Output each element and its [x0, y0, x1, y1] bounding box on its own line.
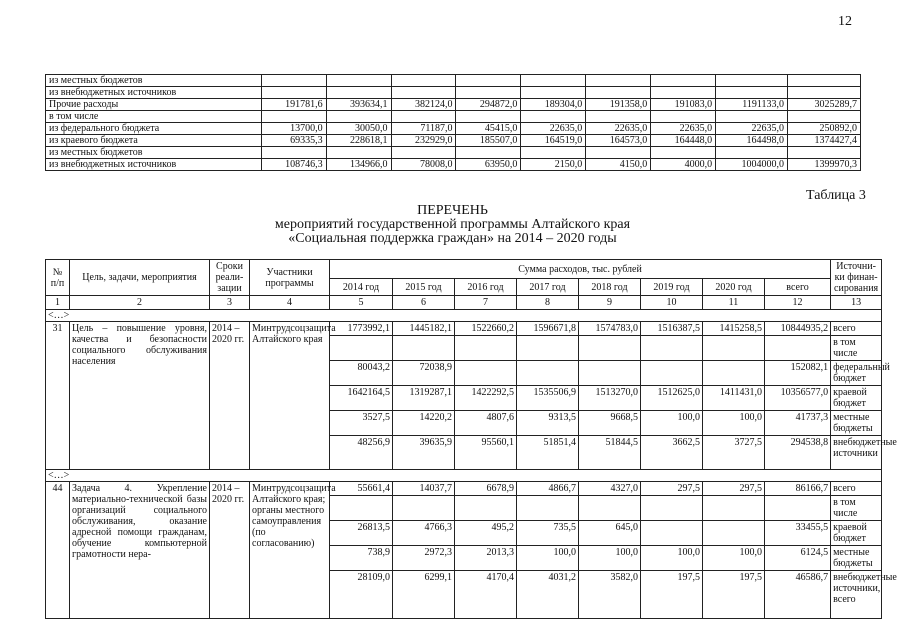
cell-value: 164448,0	[651, 135, 716, 147]
cell-value	[651, 147, 716, 159]
cell-value: 197,5	[703, 571, 765, 619]
ellipsis: <…>	[46, 470, 882, 482]
measure-participants: Минтрудсоцзащита Алтайского края	[250, 322, 330, 470]
cell-value	[579, 496, 641, 521]
cell-value	[586, 111, 651, 123]
funding-source: в том числе	[831, 336, 882, 361]
cell-value: 13700,0	[261, 123, 326, 135]
cell-value	[703, 336, 765, 361]
cell-value: 1191133,0	[716, 99, 788, 111]
cell-value: 80043,2	[330, 361, 393, 386]
header-goal: Цель, задачи, мероприятия	[70, 260, 210, 296]
column-number: 2	[70, 296, 210, 310]
row-number: 31	[46, 322, 70, 470]
column-number: 7	[455, 296, 517, 310]
table-row	[46, 123, 861, 135]
table-row	[46, 482, 882, 496]
cell-value	[765, 336, 831, 361]
cell-value: 41737,3	[765, 411, 831, 436]
cell-value: 189304,0	[521, 99, 586, 111]
cell-value: 46586,7	[765, 571, 831, 619]
cell-value	[788, 75, 861, 87]
cell-value: 164519,0	[521, 135, 586, 147]
cell-value	[393, 496, 455, 521]
cell-value	[330, 336, 393, 361]
cell-value	[456, 111, 521, 123]
cell-value: 51851,4	[517, 436, 579, 470]
header-year: всего	[765, 279, 831, 296]
cell-value: 1411431,0	[703, 386, 765, 411]
cell-value: 100,0	[579, 546, 641, 571]
column-number: 12	[765, 296, 831, 310]
cell-value: 294538,8	[765, 436, 831, 470]
cell-value: 3527,5	[330, 411, 393, 436]
cell-value	[788, 111, 861, 123]
column-number: 5	[330, 296, 393, 310]
cell-value	[641, 361, 703, 386]
funding-source: краевой бюджет	[831, 386, 882, 411]
cell-value	[391, 87, 456, 99]
cell-value: 6299,1	[393, 571, 455, 619]
cell-value: 2972,3	[393, 546, 455, 571]
cell-value: 10844935,2	[765, 322, 831, 336]
cell-value: 1004000,0	[716, 159, 788, 171]
cell-value: 78008,0	[391, 159, 456, 171]
row-number: 44	[46, 482, 70, 619]
cell-value: 6678,9	[455, 482, 517, 496]
cell-value	[517, 336, 579, 361]
cell-value	[391, 75, 456, 87]
cell-value: 71187,0	[391, 123, 456, 135]
cell-value	[703, 521, 765, 546]
cell-value	[391, 147, 456, 159]
cell-value: 22635,0	[586, 123, 651, 135]
cell-value: 738,9	[330, 546, 393, 571]
cell-value: 100,0	[517, 546, 579, 571]
header-num: № п/п	[46, 260, 70, 296]
cell-value	[579, 361, 641, 386]
ellipsis-row	[46, 470, 882, 482]
cell-value: 495,2	[455, 521, 517, 546]
cell-value	[521, 75, 586, 87]
funding-source: федеральный бюджет	[831, 361, 882, 386]
header-year: 2019 год	[641, 279, 703, 296]
header-year: 2017 год	[517, 279, 579, 296]
table-label: Таблица 3	[806, 188, 866, 203]
column-number: 3	[210, 296, 250, 310]
column-number: 6	[393, 296, 455, 310]
measure-participants: Минтрудсоцзащита Алтайского края; органы местного самоуправления (по согласованию)	[250, 482, 330, 619]
cell-value: 1512625,0	[641, 386, 703, 411]
cell-value: 1642164,5	[330, 386, 393, 411]
cell-value: 191358,0	[586, 99, 651, 111]
cell-value: 1399970,3	[788, 159, 861, 171]
cell-value	[586, 75, 651, 87]
row-label: Прочие расходы	[46, 99, 262, 111]
table-row	[46, 111, 861, 123]
header-term: Сроки реали-зации	[210, 260, 250, 296]
cell-value: 14220,2	[393, 411, 455, 436]
cell-value: 294872,0	[456, 99, 521, 111]
table-row	[46, 87, 861, 99]
cell-value	[326, 87, 391, 99]
doc-title: ПЕРЕЧЕНЬ	[417, 203, 488, 218]
cell-value: 55661,4	[330, 482, 393, 496]
cell-value: 2150,0	[521, 159, 586, 171]
header-year: 2020 год	[703, 279, 765, 296]
cell-value: 4000,0	[651, 159, 716, 171]
cell-value: 1522660,2	[455, 322, 517, 336]
table-row	[46, 99, 861, 111]
cell-value: 152082,1	[765, 361, 831, 386]
cell-value: 9313,5	[517, 411, 579, 436]
cell-value	[788, 147, 861, 159]
cell-value: 382124,0	[391, 99, 456, 111]
cell-value	[651, 87, 716, 99]
cell-value: 26813,5	[330, 521, 393, 546]
cell-value: 393634,1	[326, 99, 391, 111]
cell-value	[326, 111, 391, 123]
cell-value	[641, 496, 703, 521]
cell-value: 69335,3	[261, 135, 326, 147]
header-sources: Источни-ки финан-сирования	[831, 260, 882, 296]
measure-term: 2014 – 2020 гг.	[210, 482, 250, 619]
cell-value	[521, 87, 586, 99]
funding-source: внебюджетные источники, всего	[831, 571, 882, 619]
cell-value	[586, 87, 651, 99]
cell-value: 1773992,1	[330, 322, 393, 336]
cell-value	[703, 361, 765, 386]
header-sum: Сумма расходов, тыс. рублей	[330, 260, 831, 279]
funding-source: местные бюджеты	[831, 546, 882, 571]
cell-value	[651, 75, 716, 87]
table-row	[46, 75, 861, 87]
cell-value	[765, 496, 831, 521]
cell-value: 4807,6	[455, 411, 517, 436]
cell-value: 72038,9	[393, 361, 455, 386]
funding-source: местные бюджеты	[831, 411, 882, 436]
cell-value: 185507,0	[456, 135, 521, 147]
cell-value: 4031,2	[517, 571, 579, 619]
cell-value	[716, 111, 788, 123]
header-year: 2015 год	[393, 279, 455, 296]
page-number: 12	[838, 14, 852, 29]
cell-value	[521, 147, 586, 159]
cell-value: 1596671,8	[517, 322, 579, 336]
cell-value: 33455,5	[765, 521, 831, 546]
cell-value: 4170,4	[455, 571, 517, 619]
cell-value	[586, 147, 651, 159]
measure-goal: Цель – повышение уровня, качества и безопасности социального обслуживания населения	[70, 322, 210, 470]
cell-value: 3662,5	[641, 436, 703, 470]
cell-value: 30050,0	[326, 123, 391, 135]
measure-goal: Задача 4. Укрепление материально-технической базы организаций социального обслуживания, оказание адресной помощи гражданам, обучение компьютерной грамотности нера-	[70, 482, 210, 619]
row-label: из внебюджетных источников	[46, 87, 262, 99]
cell-value	[261, 87, 326, 99]
cell-value	[455, 336, 517, 361]
table-row	[46, 147, 861, 159]
cell-value: 164573,0	[586, 135, 651, 147]
ellipsis: <…>	[46, 310, 882, 322]
header-year: 2016 год	[455, 279, 517, 296]
cell-value: 4327,0	[579, 482, 641, 496]
cell-value: 9668,5	[579, 411, 641, 436]
row-label: из местных бюджетов	[46, 147, 262, 159]
funding-source: краевой бюджет	[831, 521, 882, 546]
cell-value	[393, 336, 455, 361]
cell-value	[788, 87, 861, 99]
cell-value: 1516387,5	[641, 322, 703, 336]
funding-source: всего	[831, 482, 882, 496]
measures-table	[45, 259, 897, 619]
row-label: из внебюджетных источников	[46, 159, 262, 171]
cell-value: 297,5	[641, 482, 703, 496]
cell-value	[517, 496, 579, 521]
cell-value: 39635,9	[393, 436, 455, 470]
cell-value	[330, 496, 393, 521]
funding-source: внебюджетные источники	[831, 436, 882, 470]
cell-value: 3582,0	[579, 571, 641, 619]
column-number: 8	[517, 296, 579, 310]
cell-value: 14037,7	[393, 482, 455, 496]
doc-subtitle-2: «Социальная поддержка граждан» на 2014 – 2020 годы	[288, 231, 617, 246]
cell-value	[326, 147, 391, 159]
row-label: из местных бюджетов	[46, 75, 262, 87]
cell-value	[391, 111, 456, 123]
doc-subtitle-1: мероприятий государственной программы Алтайского края	[274, 217, 631, 232]
cell-value	[521, 111, 586, 123]
cell-value: 100,0	[703, 411, 765, 436]
row-label: в том числе	[46, 111, 262, 123]
cell-value	[456, 87, 521, 99]
column-number: 9	[579, 296, 641, 310]
cell-value: 1574783,0	[579, 322, 641, 336]
row-label: из краевого бюджета	[46, 135, 262, 147]
cell-value: 134966,0	[326, 159, 391, 171]
funding-source: всего	[831, 322, 882, 336]
cell-value	[261, 111, 326, 123]
cell-value: 6124,5	[765, 546, 831, 571]
cell-value: 100,0	[641, 546, 703, 571]
column-number: 1	[46, 296, 70, 310]
cell-value: 10356577,0	[765, 386, 831, 411]
column-number: 10	[641, 296, 703, 310]
cell-value	[261, 147, 326, 159]
cell-value: 22635,0	[521, 123, 586, 135]
cell-value: 86166,7	[765, 482, 831, 496]
cell-value: 4150,0	[586, 159, 651, 171]
cell-value: 4766,3	[393, 521, 455, 546]
cell-value: 100,0	[641, 411, 703, 436]
ellipsis-row	[46, 310, 882, 322]
cell-value: 22635,0	[716, 123, 788, 135]
table-row	[46, 322, 882, 336]
column-number: 4	[250, 296, 330, 310]
cell-value: 232929,0	[391, 135, 456, 147]
header-year: 2018 год	[579, 279, 641, 296]
cell-value: 228618,1	[326, 135, 391, 147]
cell-value: 4866,7	[517, 482, 579, 496]
table-row	[46, 159, 861, 171]
cell-value: 100,0	[703, 546, 765, 571]
header-participants: Участники программы	[250, 260, 330, 296]
cell-value: 1415258,5	[703, 322, 765, 336]
cell-value: 164498,0	[716, 135, 788, 147]
cell-value: 3727,5	[703, 436, 765, 470]
cell-value: 645,0	[579, 521, 641, 546]
column-number: 13	[831, 296, 882, 310]
cell-value: 22635,0	[651, 123, 716, 135]
cell-value: 191083,0	[651, 99, 716, 111]
cell-value: 95560,1	[455, 436, 517, 470]
cell-value	[716, 147, 788, 159]
cell-value	[641, 336, 703, 361]
cell-value: 28109,0	[330, 571, 393, 619]
measure-term: 2014 – 2020 гг.	[210, 322, 250, 470]
cell-value	[455, 496, 517, 521]
cell-value: 108746,3	[261, 159, 326, 171]
cell-value: 735,5	[517, 521, 579, 546]
cell-value: 1445182,1	[393, 322, 455, 336]
header-year: 2014 год	[330, 279, 393, 296]
cell-value: 1535506,9	[517, 386, 579, 411]
cell-value	[456, 147, 521, 159]
table-row	[46, 135, 861, 147]
cell-value: 297,5	[703, 482, 765, 496]
cell-value: 45415,0	[456, 123, 521, 135]
cell-value: 1513270,0	[579, 386, 641, 411]
cell-value: 3025289,7	[788, 99, 861, 111]
cell-value	[716, 75, 788, 87]
cell-value: 63950,0	[456, 159, 521, 171]
cell-value	[703, 496, 765, 521]
column-number: 11	[703, 296, 765, 310]
cell-value: 1319287,1	[393, 386, 455, 411]
top-summary-table	[45, 74, 861, 171]
cell-value: 1422292,5	[455, 386, 517, 411]
cell-value	[641, 521, 703, 546]
cell-value: 2013,3	[455, 546, 517, 571]
cell-value: 51844,5	[579, 436, 641, 470]
cell-value	[456, 75, 521, 87]
cell-value: 250892,0	[788, 123, 861, 135]
row-label: из федерального бюджета	[46, 123, 262, 135]
cell-value	[261, 75, 326, 87]
cell-value: 48256,9	[330, 436, 393, 470]
cell-value	[579, 336, 641, 361]
funding-source: в том числе	[831, 496, 882, 521]
cell-value	[326, 75, 391, 87]
cell-value: 197,5	[641, 571, 703, 619]
cell-value	[716, 87, 788, 99]
cell-value	[455, 361, 517, 386]
cell-value	[517, 361, 579, 386]
cell-value: 1374427,4	[788, 135, 861, 147]
cell-value: 191781,6	[261, 99, 326, 111]
cell-value	[651, 111, 716, 123]
